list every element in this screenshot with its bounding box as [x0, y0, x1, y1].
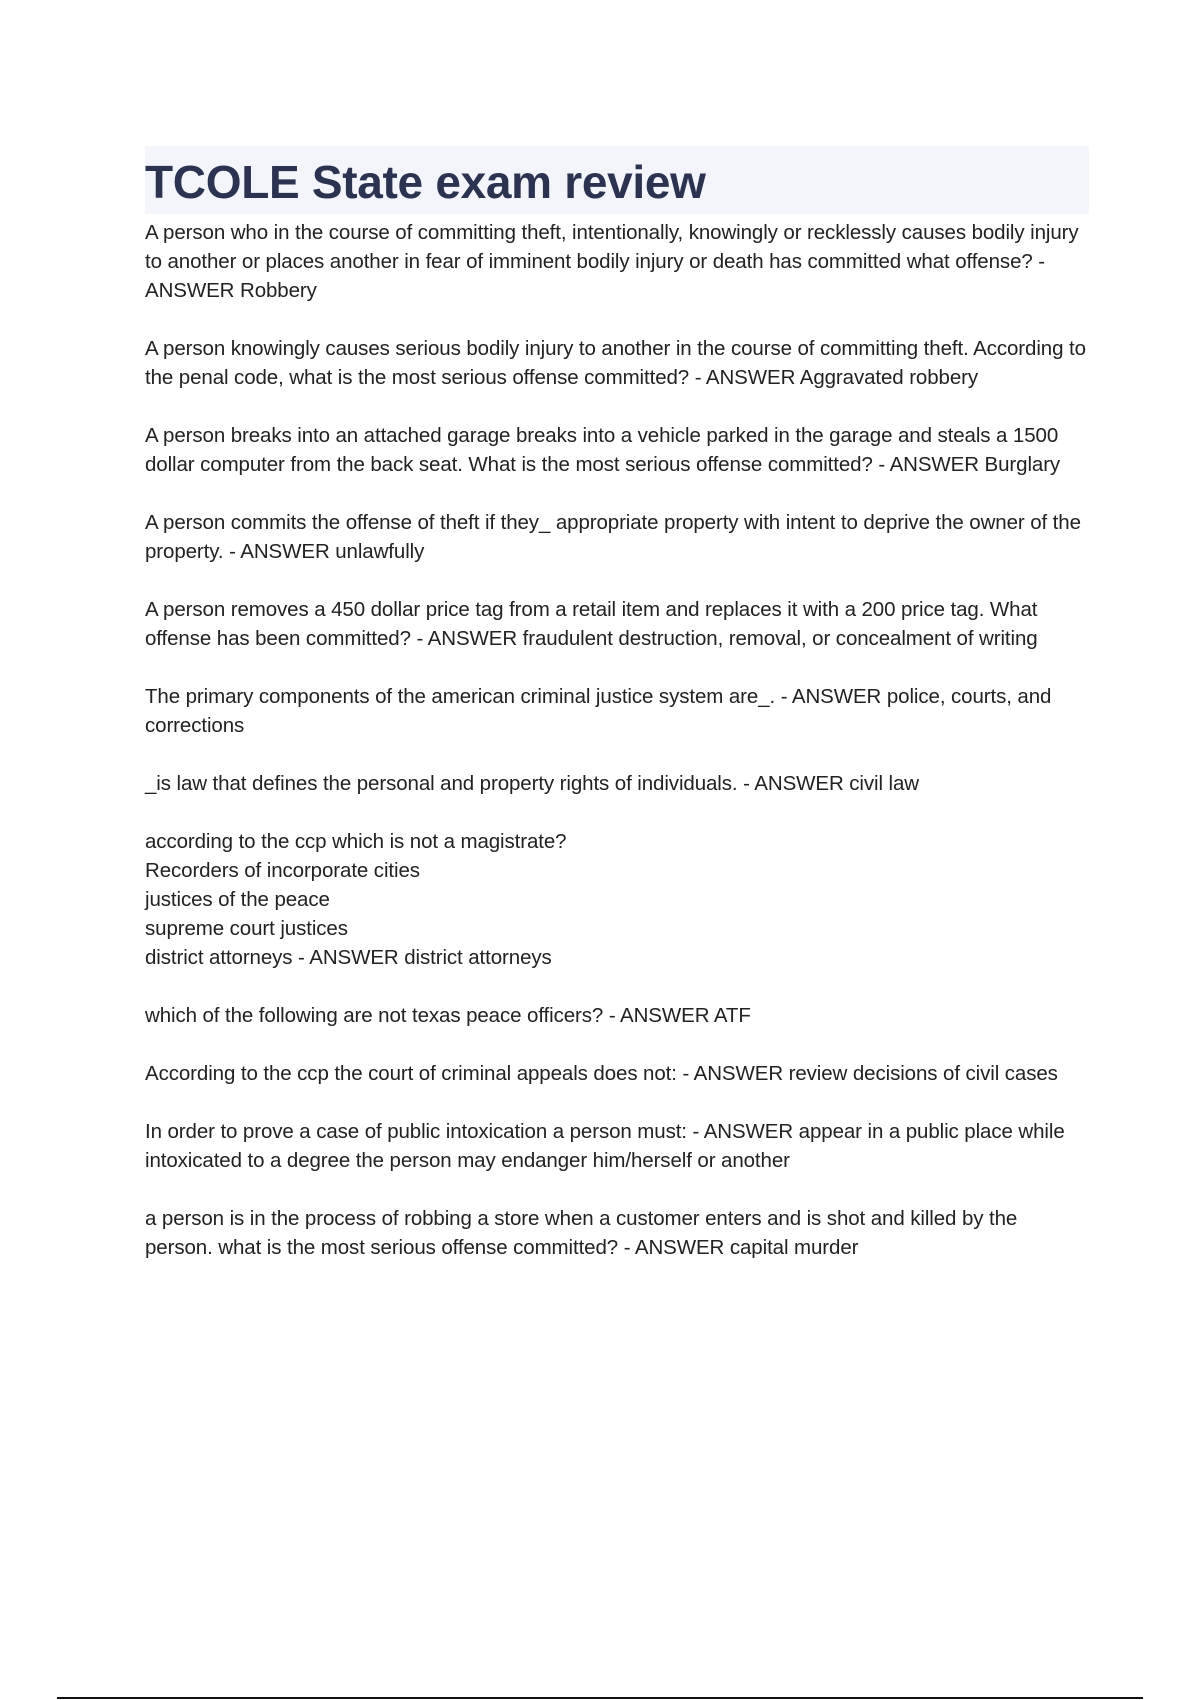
answer-separator: - ANSWER [689, 366, 800, 389]
qa-item [145, 1001, 1089, 1030]
question-text: A person knowingly causes serious bodily injury to another in the course of committing theft. According to the penal code, what is the most serious offense committed? [145, 337, 1086, 389]
answer-separator: - ANSWER [603, 1004, 714, 1027]
qa-item [145, 682, 1089, 740]
question-text: The primary components of the american criminal justice system are_. [145, 685, 776, 708]
qa-item [145, 508, 1089, 566]
answer-separator: - ANSWER [737, 772, 850, 795]
answer-separator: - ANSWER [775, 685, 887, 708]
answer-text: appear in a public place while intoxicated to a degree the person may endanger him/herself or another [145, 1120, 1065, 1172]
question-text: according to the ccp which is not a magistrate? Recorders of incorporate cities justices of the peace supreme court justices district attorneys [145, 830, 567, 969]
answer-text: police, courts, and corrections [145, 685, 1052, 737]
answer-text: Aggravated robbery [799, 366, 979, 389]
answer-separator: - ANSWER [145, 250, 1045, 302]
question-text: which of the following are not texas peace officers? [145, 1004, 604, 1027]
answer-separator: - ANSWER [292, 946, 405, 969]
question-text: a person is in the process of robbing a store when a customer enters and is shot and killed by the person. what is the most serious offense committed? [145, 1207, 1018, 1259]
qa-item [145, 334, 1089, 392]
question-text: According to the ccp the court of criminal appeals does not: [145, 1062, 677, 1085]
qa-item [145, 827, 1089, 972]
answer-separator: - ANSWER [676, 1062, 789, 1085]
question-text: A person removes a 450 dollar price tag from a retail item and replaces it with a 200 price tag. What offense has been committed? [145, 598, 1038, 650]
question-text: _is law that defines the personal and property rights of individuals. [145, 772, 738, 795]
page-bottom-rule [57, 1697, 1143, 1699]
answer-text: unlawfully [335, 540, 425, 563]
answer-text: review decisions of civil cases [788, 1062, 1058, 1085]
document-title: TCOLE State exam review [145, 156, 706, 208]
question-text: In order to prove a case of public intoxication a person must: [145, 1120, 687, 1143]
answer-text: ATF [713, 1004, 751, 1027]
qa-item [145, 1204, 1089, 1262]
question-text: A person commits the offense of theft if they_ appropriate property with intent to deprive the owner of the property. [145, 511, 1081, 563]
document-body [145, 146, 1089, 1291]
answer-separator: - ANSWER [223, 540, 336, 563]
qa-item [145, 1117, 1089, 1175]
question-text: A person breaks into an attached garage breaks into a vehicle parked in the garage and steals a 1500 dollar computer from the back seat. What is the most serious offense committed? [145, 424, 1059, 476]
qa-item [145, 1059, 1089, 1088]
answer-text: Robbery [239, 279, 317, 302]
qa-item [145, 421, 1089, 479]
answer-separator: - ANSWER [872, 453, 985, 476]
qa-item [145, 769, 1089, 798]
question-text: A person who in the course of committing theft, intentionally, knowingly or recklessly causes bodily injury to another or places another in fear of imminent bodily injury or death has committed what offense? [145, 221, 1079, 273]
answer-separator: - ANSWER [686, 1120, 799, 1143]
answer-separator: - ANSWER [618, 1236, 730, 1259]
answer-separator: - ANSWER [410, 627, 523, 650]
qa-item [145, 595, 1089, 653]
qa-item [145, 218, 1089, 305]
title-band [145, 146, 1089, 214]
answer-text: fraudulent destruction, removal, or concealment of writing [522, 627, 1038, 650]
answer-text: civil law [849, 772, 920, 795]
answer-text: district attorneys [404, 946, 552, 969]
answer-text: capital murder [729, 1236, 859, 1259]
qa-list [145, 218, 1089, 1262]
answer-text: Burglary [984, 453, 1061, 476]
